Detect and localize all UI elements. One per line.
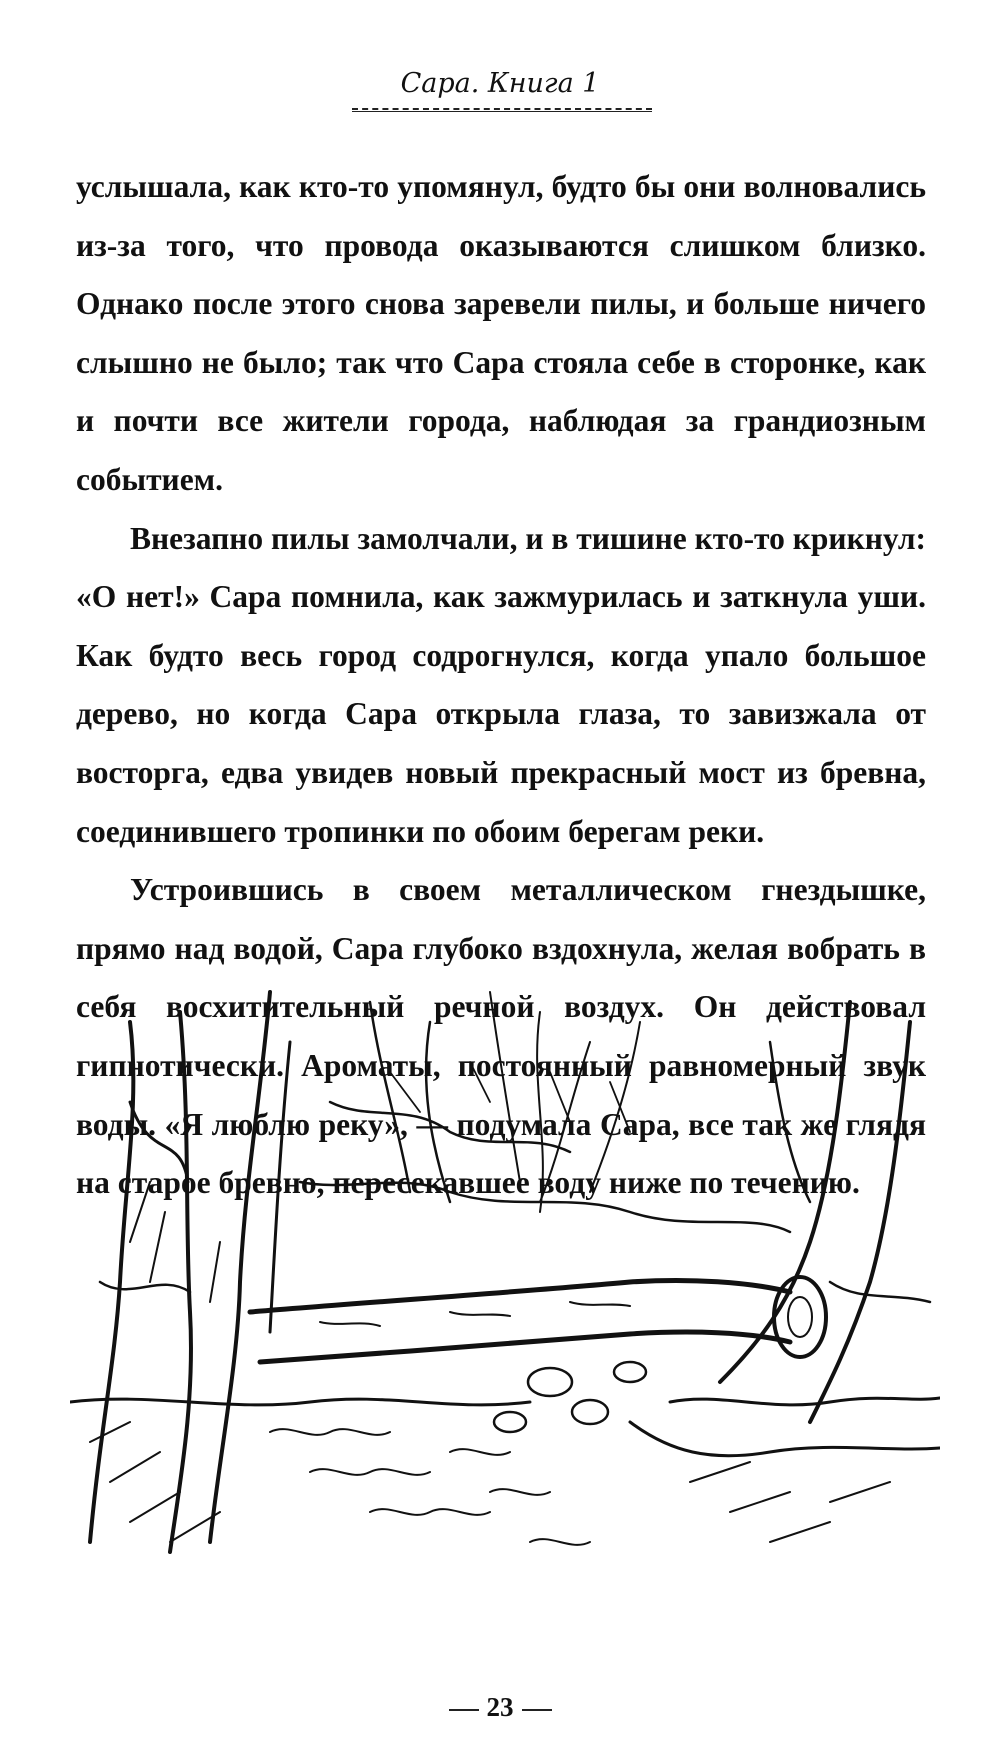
page-number: 23 [486, 1692, 514, 1722]
running-head-rule [352, 108, 652, 110]
paragraph-3: Устроившись в своем металлическом гнездышке, прямо над водой, Сара глубоко вздохнула, желая вобрать в себя восхитительный речной воздух. Он действовал гипнотически. Ароматы, постоянный равномерный звук воды. «Я люблю реку», — подумала Сара, все так же глядя на старое бревно, пересекавшее воду ниже по течению. [76, 872, 926, 1201]
folio-dash-right [522, 1709, 552, 1711]
running-head: Сара. Книга 1 [400, 68, 600, 99]
paragraph-1: услышала, как кто-то упомянул, будто бы они волновались из-за того, что провода оказываются слишком близко. Однако после этого снова заревели пилы, и больше ничего слышно не было; так что Сара стояла себе в сторонке, как и почти все жители города, наблюдая за грандиозным событием. [76, 169, 926, 497]
paragraph-2: Внезапно пилы замолчали, и в тишине кто-то крикнул: «О нет!» Сара помнила, как зажмурилась и заткнула уши. Как будто весь город содрогнулся, когда упало большое дерево, но когда Сара открыла глаза, то завизжала от восторга, едва увидев новый прекрасный мост из бревна, соединившего тропинки по обоим берегам реки. [76, 520, 926, 849]
river-log-bridge-illustration [70, 982, 940, 1568]
page-number-footer [400, 1692, 600, 1723]
folio-dash-left [449, 1709, 479, 1711]
